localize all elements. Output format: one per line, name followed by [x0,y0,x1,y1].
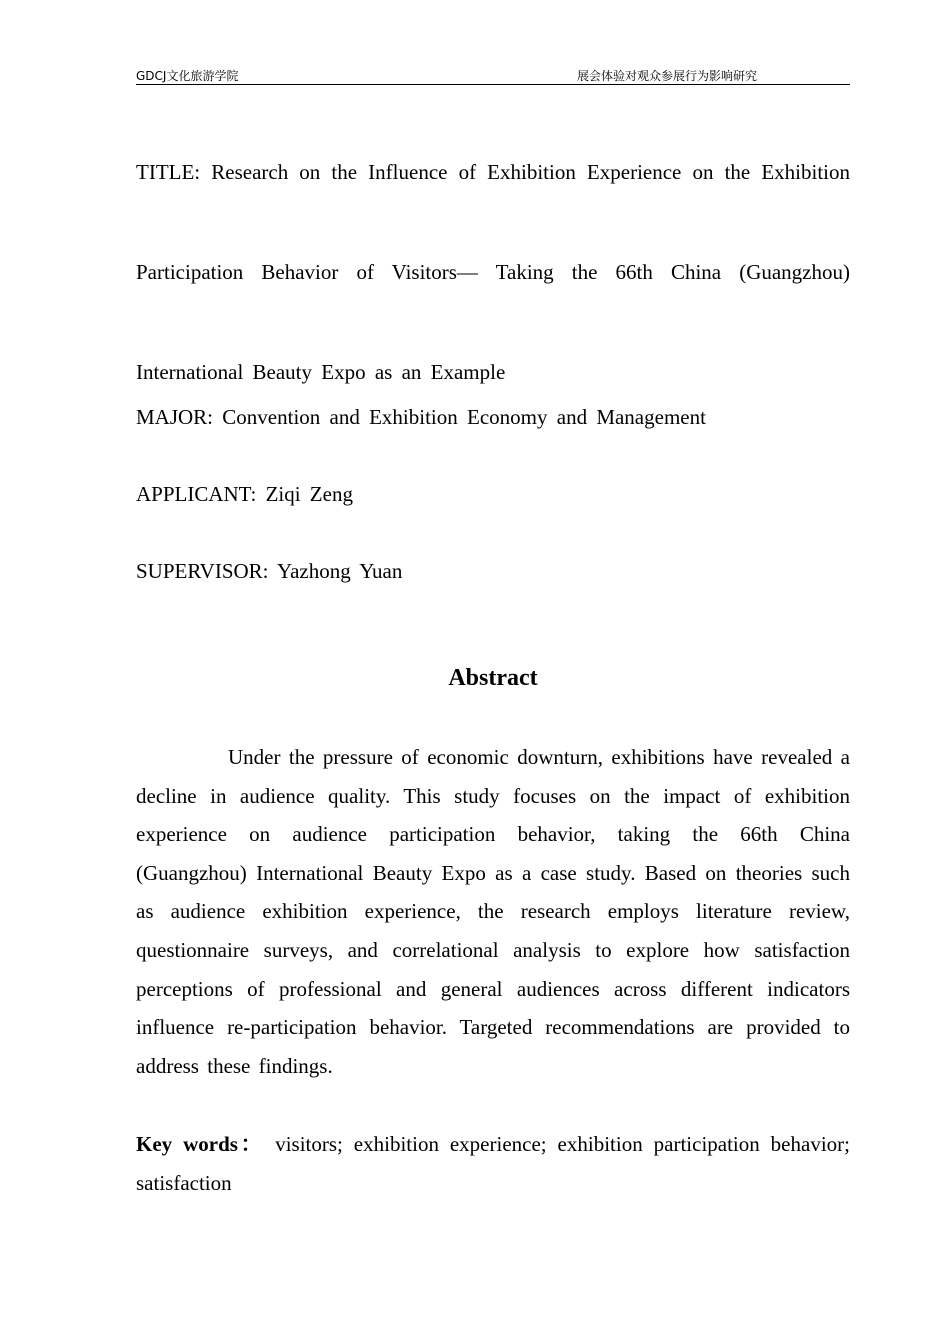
title-text: Research on the Influence of Exhibition Experience on the Exhibition Participation Behavior of Visitors— Taking the 66th China (Guangzhou) International Beauty Expo as an Example [136,160,851,384]
supervisor-label: SUPERVISOR: [136,559,269,583]
running-header [136,68,850,85]
keywords-label: Key words： [136,1132,265,1156]
thesis-title [136,122,850,422]
keywords-value: visitors; exhibition experience; exhibition participation behavior; satisfaction [136,1132,850,1195]
major-label: MAJOR: [136,405,214,429]
applicant-line [136,479,850,509]
header-institution: GDCJ文化旅游学院 [136,69,239,83]
header-thesis-title: 展会体验对观众参展行为影响研究 [577,69,758,83]
keywords [136,1125,850,1202]
applicant-label: APPLICANT: [136,482,257,506]
major-value: Convention and Exhibition Economy and Management [222,405,706,429]
supervisor-value: Yazhong Yuan [277,559,403,583]
abstract-heading: Abstract [448,665,538,691]
major-line [136,402,850,432]
supervisor-line [136,556,850,586]
abstract-body: Under the pressure of economic downturn, exhibitions have revealed a decline in audience quality. This study focuses on the impact of exhibition experience on audience participation behavior, taking the 66th China (Guangzhou) International Beauty Expo as a case study. Based on theories such as audience exhibition experience, the research employs literature review, questionnaire surveys, and correlational analysis to explore how satisfaction perceptions of professional and general audiences across different indicators influence re-participation behavior. Targeted recommendations are provided to address these findings. [136,745,850,1078]
title-label: TITLE: [136,160,201,184]
applicant-value: Ziqi Zeng [265,482,353,506]
